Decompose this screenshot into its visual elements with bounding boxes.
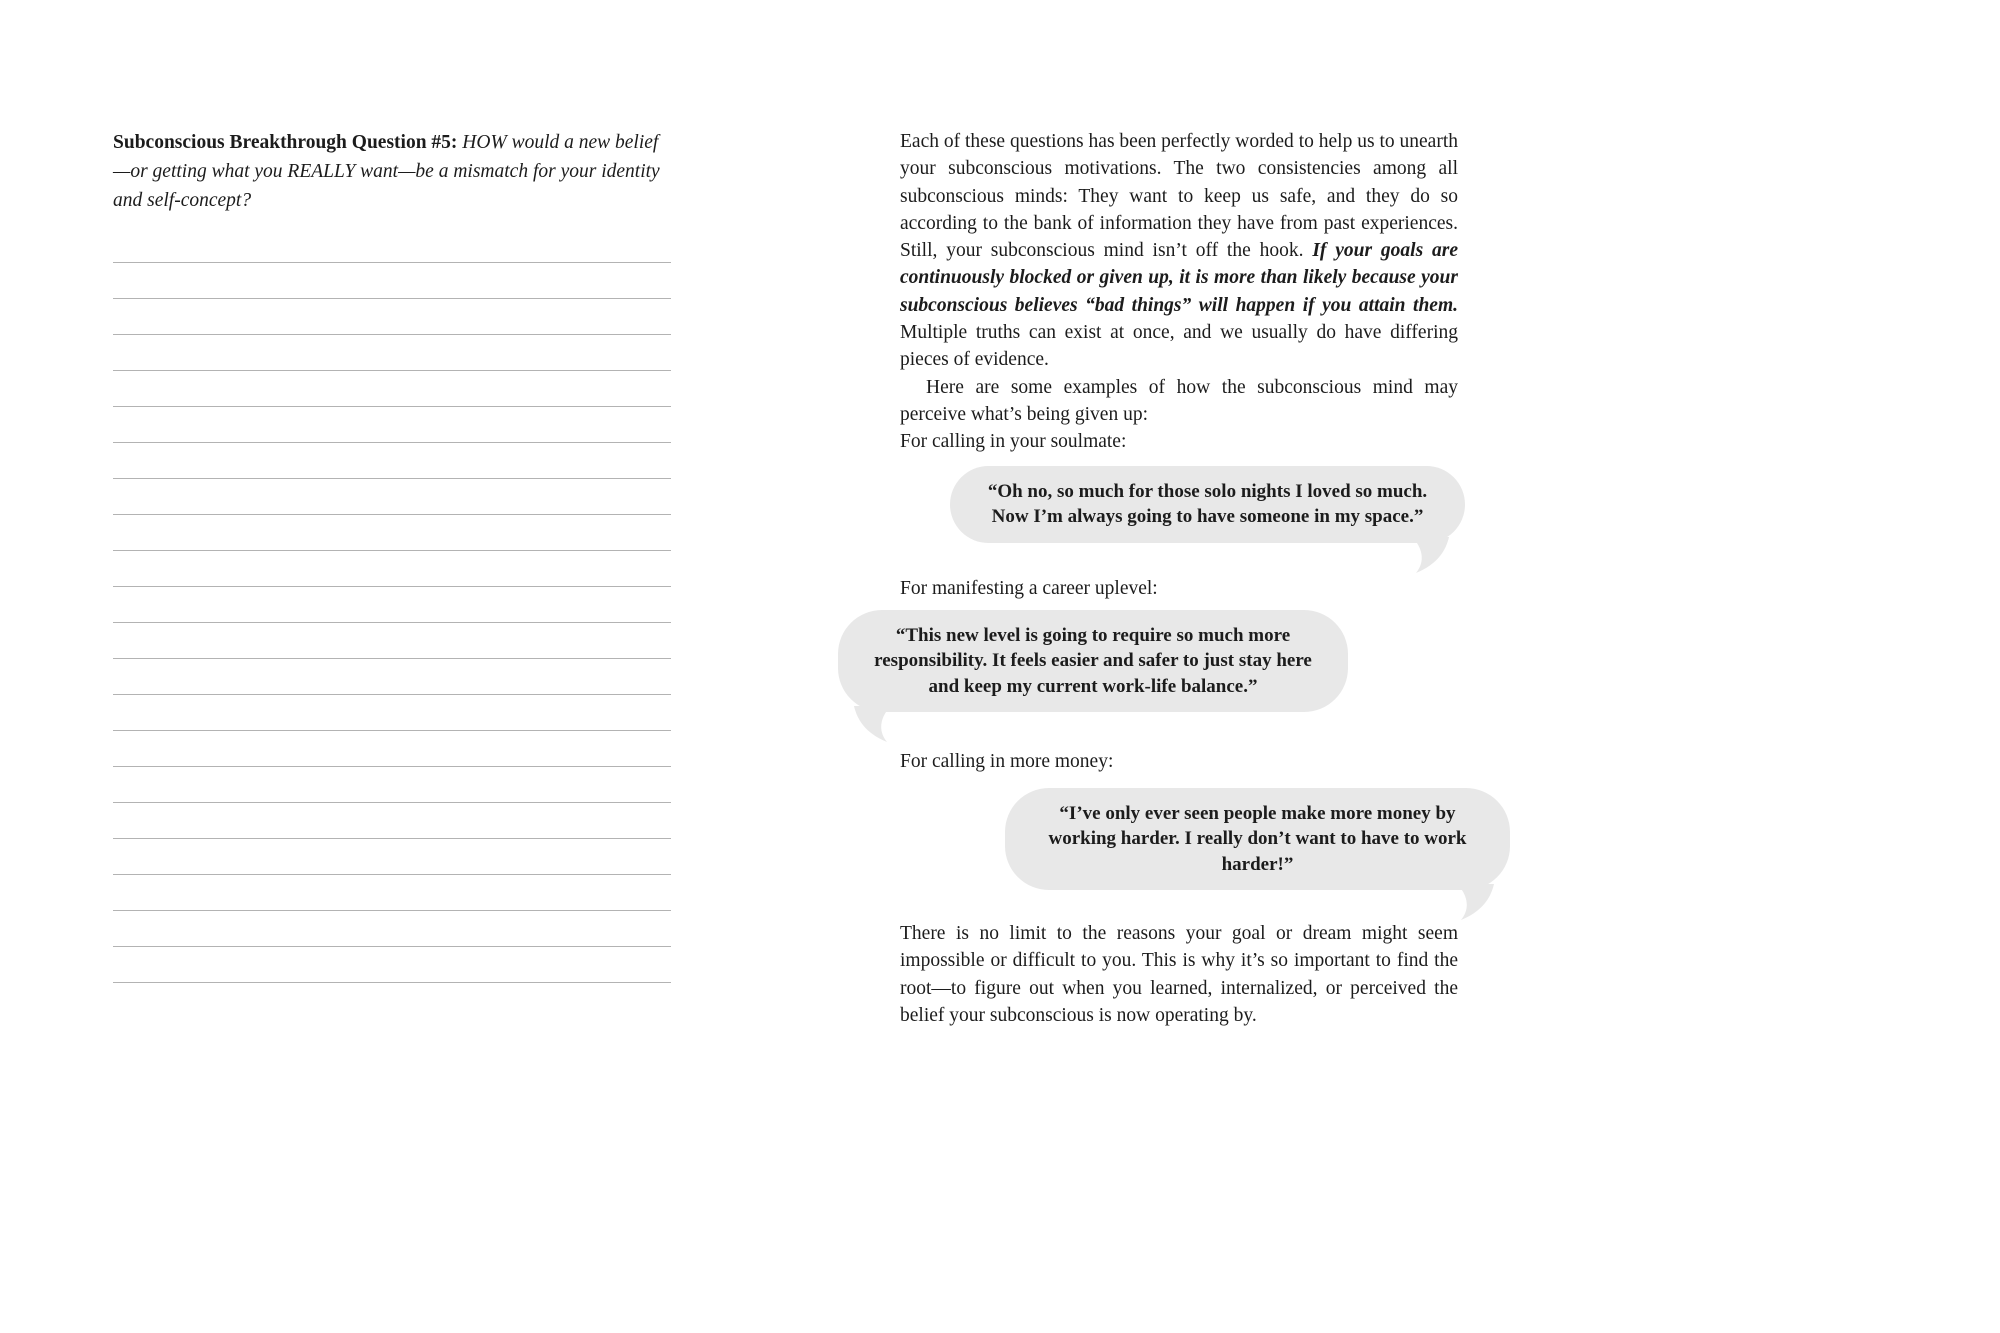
speech-bubble-money-text: “I’ve only ever seen people make more money by working harder. I really don’t want to have to work harder!” (1048, 802, 1467, 875)
paragraph-closing: There is no limit to the reasons your goal or dream might seem impossible or difficult to you. This is why it’s so important to find the root—to figure out when you learned, internalized, or perceived the belief your subconscious is now operating by. (900, 923, 1458, 1027)
speech-bubble-money (1005, 788, 1510, 891)
rule-line (113, 407, 671, 443)
intro-text-emphasis: If your goals are continuously blocked or given up, it is more than likely because your subconscious believes “bad things” will happen if you attain them. (900, 240, 1458, 316)
rule-line (113, 587, 671, 623)
rule-line (113, 227, 671, 263)
rule-line (113, 443, 671, 479)
label-soulmate: For calling in your soulmate: (900, 431, 1127, 453)
rule-line (113, 947, 671, 983)
paragraph-examples-lead: Here are some examples of how the subconscious mind may perceive what’s being given up: (900, 376, 1458, 425)
journal-prompt (113, 128, 671, 215)
rule-line (113, 299, 671, 335)
prompt-question: HOW would a new belief—or getting what you REALLY want—be a mismatch for your identity and self-concept? (113, 132, 660, 211)
speech-bubble-soulmate (950, 466, 1465, 543)
speech-bubble-soulmate-text: “Oh no, so much for those solo nights I loved so much. Now I’m always going to have someone in my space.” (987, 480, 1428, 528)
rule-line (113, 551, 671, 587)
prompt-label: Subconscious Breakthrough Question #5: (113, 132, 463, 153)
rule-line (113, 515, 671, 551)
label-money: For calling in more money: (900, 751, 1114, 773)
intro-text-before: Each of these questions has been perfectly worded to help us to unearth your subconscious motivations. The two consistencies among all subconscious minds: They want to keep us safe, and they do so according to the bank of information they have from past experiences. Still, your subconscious mind isn’t off the hook. (900, 131, 1458, 262)
left-page (113, 128, 671, 983)
rule-line (113, 875, 671, 911)
label-career: For manifesting a career uplevel: (900, 577, 1158, 599)
paragraph-intro (900, 128, 1458, 374)
speech-bubble-tail-icon (854, 706, 894, 742)
rule-line (113, 263, 671, 299)
ruled-lines (113, 227, 671, 983)
rule-line (113, 659, 671, 695)
rule-line (113, 371, 671, 407)
speech-bubble-career-text: “This new level is going to require so much more responsibility. It feels easier and safer to just stay here and keep my current work-life balance.” (874, 624, 1312, 697)
speech-bubble-career (838, 610, 1348, 713)
speech-bubble-tail-icon (1409, 537, 1449, 573)
right-page (874, 128, 1467, 1029)
intro-text-after: Multiple truths can exist at once, and we usually do have differing pieces of evidence. (900, 322, 1458, 371)
rule-line (113, 623, 671, 659)
rule-line (113, 479, 671, 515)
rule-line (113, 911, 671, 947)
rule-line (113, 695, 671, 731)
speech-bubble-tail-icon (1454, 884, 1494, 920)
rule-line (113, 839, 671, 875)
rule-line (113, 803, 671, 839)
rule-line (113, 731, 671, 767)
rule-line (113, 767, 671, 803)
rule-line (113, 335, 671, 371)
